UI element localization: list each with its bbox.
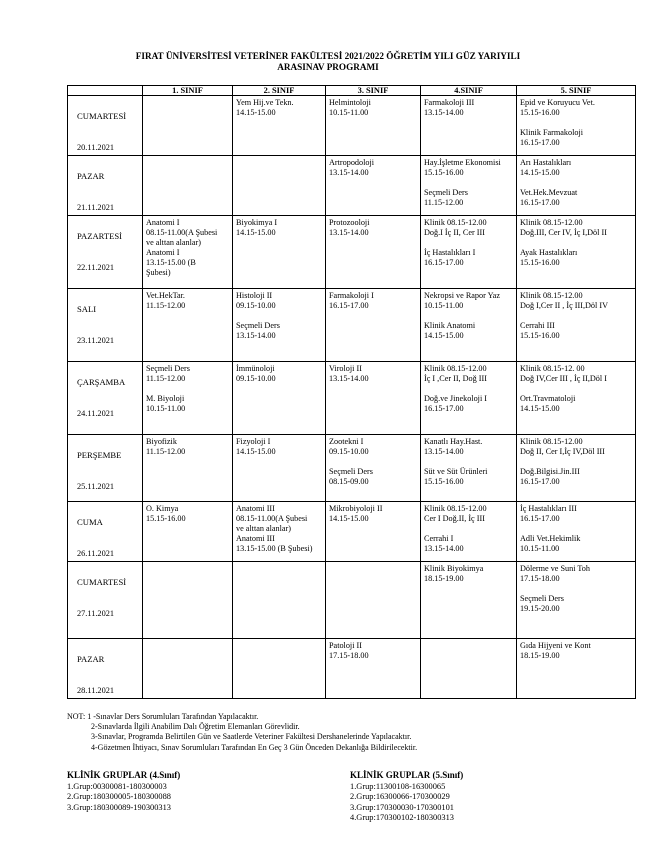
exam-entry: [520, 128, 632, 148]
course-name: Seçmeli Ders: [329, 467, 373, 476]
course-name: Patoloji II: [329, 641, 362, 650]
course-name: Klinik 08.15-12.00: [520, 437, 583, 446]
day-name: CUMARTESİ: [77, 111, 127, 121]
exam-cell: [143, 562, 233, 639]
exam-cell: [517, 156, 636, 216]
course-name: Zootekni I: [329, 437, 364, 446]
course-name: Fizyoloji I: [236, 437, 271, 446]
course-name: Doğ.ve Jinekoloji I: [424, 394, 487, 403]
course-name: Viroloji II: [329, 364, 362, 373]
exam-cell: [233, 502, 326, 562]
exam-detail: 11.15-12.00: [146, 301, 186, 310]
day-cell: [68, 362, 143, 435]
day-date: 26.11.2021: [77, 549, 115, 558]
exam-cell: [233, 639, 326, 699]
exam-entry: [520, 218, 632, 238]
course-name: Klinik Anatomi: [424, 321, 476, 330]
day-name: ÇARŞAMBA: [77, 377, 126, 387]
exam-entry: [424, 437, 513, 457]
course-name: Yem Hij.ve Tekn.: [236, 98, 294, 107]
exam-entry: [329, 218, 417, 238]
schedule-row: [68, 96, 636, 156]
exam-detail: 16.15-17.00: [520, 138, 560, 147]
group-item: 4.Grup:170300102-180300313: [350, 813, 454, 823]
group-item: 3.Grup:170300030-170300101: [350, 802, 454, 812]
schedule-row: [68, 289, 636, 362]
exam-cell: [326, 362, 421, 435]
day-date: 22.11.2021: [77, 263, 115, 272]
exam-cell: [233, 362, 326, 435]
exam-entry: [236, 364, 322, 384]
exam-cell: [233, 562, 326, 639]
entry-spacer: [424, 457, 513, 467]
exam-detail: 09.15-10.00: [329, 447, 369, 456]
entry-spacer: [520, 311, 632, 321]
header-cell-class-3: 3. SINIF: [326, 86, 421, 96]
title-line-1: FIRAT ÜNİVERSİTESİ VETERİNER FAKÜLTESİ 2021/2022 ÖĞRETİM YILI GÜZ YARIYILI: [135, 51, 521, 61]
header-cell-class-1: 1. SINIF: [143, 86, 233, 96]
exam-cell: [421, 562, 517, 639]
exam-entry: [424, 364, 513, 384]
exam-cell: [326, 502, 421, 562]
note-line: 3-Sınavlar, Programda Belirtilen Gün ve Saatlerde Veteriner Fakültesi Dershanelerinde Yapılacaktır.: [91, 732, 412, 742]
course-name: Seçmeli Ders: [236, 321, 280, 330]
day-cell: [68, 216, 143, 289]
course-name: Klinik 08.15-12.00: [424, 218, 487, 227]
course-name: Biyokimya I: [236, 218, 278, 227]
exam-detail: 16.15-17.00: [520, 514, 560, 523]
entry-spacer: [520, 178, 632, 188]
exam-entry: [424, 188, 513, 208]
exam-cell: [517, 502, 636, 562]
day-name: PERŞEMBE: [77, 450, 122, 460]
header-cell-day: [68, 86, 143, 96]
exam-cell: [326, 435, 421, 502]
exam-detail: 10.15-11.00: [146, 404, 186, 413]
entry-spacer: [146, 384, 229, 394]
exam-cell: [143, 289, 233, 362]
course-name: Adli Vet.Hekimlik: [520, 534, 581, 543]
course-name: Ayak Hastalıkları: [520, 248, 578, 257]
day-name: PAZAR: [77, 171, 105, 181]
course-name: Klinik 08.15-12. 00: [520, 364, 585, 373]
exam-cell: [143, 435, 233, 502]
day-cell: [68, 435, 143, 502]
exam-entry: [146, 437, 229, 457]
header-cell-class-5: 5. SINIF: [517, 86, 636, 96]
exam-detail: 14.15-15.00: [236, 447, 276, 456]
exam-detail: 13.15-15.00 (B: [146, 258, 196, 267]
exam-detail: 16.15-17.00: [520, 198, 560, 207]
day-cell: [68, 289, 143, 362]
course-name: Klinik 08.15-12.00: [520, 218, 583, 227]
course-name: İmmünoloji: [236, 364, 275, 373]
exam-detail: 14.15-15.00: [520, 168, 560, 177]
exam-cell: [143, 96, 233, 156]
exam-entry: [424, 504, 513, 524]
day-date: 25.11.2021: [77, 482, 115, 491]
exam-cell: [233, 156, 326, 216]
course-name: Artropodoloji: [329, 158, 375, 167]
entry-spacer: [520, 584, 632, 594]
day-cell: [68, 502, 143, 562]
exam-entry: [424, 218, 513, 238]
course-name: O. Kimya: [146, 504, 179, 513]
course-name: Klinik 08.15-12.00: [424, 504, 487, 513]
exam-detail: 10.15-11.00: [520, 544, 560, 553]
exam-entry: [520, 188, 632, 208]
exam-detail: Doğ IV,Cer III , İç II,Döl I: [520, 374, 607, 383]
clinical-groups-5: [350, 770, 463, 824]
exam-entry: [520, 504, 632, 524]
document-title: [0, 51, 656, 73]
exam-detail: 16.15-17.00: [424, 258, 464, 267]
course-name: Kanatlı Hay.Hast.: [424, 437, 483, 446]
course-name: Farmakoloji III: [424, 98, 475, 107]
course-name: Dölerme ve Suni Toh: [520, 564, 590, 573]
exam-entry: [146, 218, 229, 278]
exam-entry: [236, 218, 322, 238]
exam-cell: [517, 562, 636, 639]
exam-detail: Anatomi I: [146, 248, 180, 257]
exam-detail: İç I ,Cer II, Doğ III: [424, 374, 487, 383]
exam-cell: [233, 216, 326, 289]
clinical-groups-4: [67, 770, 180, 813]
course-name: Helmintoloji: [329, 98, 371, 107]
exam-detail: 08.15-11.00(A Şubesi: [236, 514, 308, 523]
group-item: 3.Grup:180300089-190300313: [67, 802, 171, 812]
day-cell: [68, 562, 143, 639]
exam-detail: Anatomi III: [236, 534, 275, 543]
exam-detail: 14.15-15.00: [236, 228, 276, 237]
course-name: Klinik 08.15-12.00: [424, 364, 487, 373]
clinical-groups-5-title: KLİNİK GRUPLAR (5.Sınıf): [350, 770, 464, 780]
exam-detail: 13.15-14.00: [424, 544, 464, 553]
exam-detail: 13.15-14.00: [424, 447, 464, 456]
title-line-2: ARASINAV PROGRAMI: [277, 62, 379, 72]
day-name: CUMA: [77, 517, 103, 527]
course-name: Histoloji II: [236, 291, 273, 300]
exam-detail: 08.15-11.00(A Şubesi: [146, 228, 218, 237]
header-cell-class-2: 2. SINIF: [233, 86, 326, 96]
exam-entry: [520, 321, 632, 341]
course-name: Seçmeli Ders: [424, 188, 468, 197]
exam-detail: 14.15-15.00: [329, 514, 369, 523]
group-item: 2.Grup:16300066-170300029: [350, 792, 450, 802]
notes-section: [67, 712, 417, 753]
exam-entry: [236, 437, 322, 457]
exam-cell: [326, 96, 421, 156]
schedule-row: [68, 216, 636, 289]
exam-detail: Doğ.III, Cer IV, İç I,Döl II: [520, 228, 607, 237]
exam-detail: Cer I Doğ.II, İç III: [424, 514, 485, 523]
note-line: 2-Sınavlarda İlgili Anabilim Dalı Öğretim Elemanları Görevlidir.: [91, 722, 300, 732]
exam-detail: 16.15-17.00: [329, 301, 369, 310]
exam-cell: [143, 362, 233, 435]
exam-cell: [421, 502, 517, 562]
exam-cell: [517, 362, 636, 435]
exam-detail: 11.15-12.00: [424, 198, 464, 207]
exam-detail: Doğ I,Cer II , İç III,Döl IV: [520, 301, 608, 310]
day-name: PAZAR: [77, 654, 105, 664]
exam-detail: 09.15-10.00: [236, 301, 276, 310]
exam-entry: [520, 534, 632, 554]
exam-entry: [329, 98, 417, 118]
exam-cell: [517, 289, 636, 362]
day-date: 27.11.2021: [77, 609, 115, 618]
exam-entry: [329, 467, 417, 487]
course-name: Hay.İşletme Ekonomisi: [424, 158, 501, 167]
exam-detail: 19.15-20.00: [520, 604, 560, 613]
course-name: Klinik Biyokimya: [424, 564, 484, 573]
schedule-row: [68, 502, 636, 562]
exam-entry: [520, 248, 632, 268]
exam-entry: [424, 248, 513, 268]
entry-spacer: [520, 524, 632, 534]
exam-entry: [424, 534, 513, 554]
exam-detail: 09.15-10.00: [236, 374, 276, 383]
exam-cell: [233, 435, 326, 502]
exam-cell: [143, 639, 233, 699]
exam-detail: Şubesi): [146, 268, 171, 277]
exam-entry: [329, 158, 417, 178]
exam-schedule-table: [67, 85, 636, 699]
group-item: 1.Grup:00300081-180300003: [67, 781, 167, 791]
course-name: Cerrahi III: [520, 321, 555, 330]
note-line: NOT: 1 -Sınavlar Ders Sorumluları Tarafından Yapılacaktır.: [67, 712, 259, 721]
exam-cell: [326, 562, 421, 639]
exam-detail: 18.15-19.00: [520, 651, 560, 660]
exam-detail: 14.15-15.00: [520, 404, 560, 413]
header-cell-class-4: 4.SINIF: [421, 86, 517, 96]
exam-entry: [329, 437, 417, 457]
exam-entry: [520, 437, 632, 457]
exam-detail: 11.15-12.00: [146, 447, 186, 456]
exam-entry: [424, 394, 513, 414]
entry-spacer: [329, 457, 417, 467]
exam-detail: 14.15-15.00: [236, 108, 276, 117]
exam-cell: [233, 96, 326, 156]
exam-entry: [146, 364, 229, 384]
exam-detail: 16.15-17.00: [424, 404, 464, 413]
exam-cell: [233, 289, 326, 362]
course-name: Doğ.Bilgisi.Jin.III: [520, 467, 580, 476]
schedule-row: [68, 435, 636, 502]
exam-cell: [421, 435, 517, 502]
schedule-row: [68, 156, 636, 216]
course-name: İç Hastalıkları III: [520, 504, 577, 513]
exam-detail: 15.15-16.00: [520, 331, 560, 340]
entry-spacer: [520, 118, 632, 128]
exam-detail: 13.15-14.00: [236, 331, 276, 340]
exam-detail: 08.15-09.00: [329, 477, 369, 486]
day-date: 20.11.2021: [77, 143, 115, 152]
exam-entry: [329, 364, 417, 384]
exam-entry: [520, 158, 632, 178]
exam-cell: [517, 435, 636, 502]
course-name: İç Hastalıkları I: [424, 248, 476, 257]
exam-detail: ve alttan alanlar): [146, 238, 202, 247]
entry-spacer: [424, 384, 513, 394]
exam-detail: Doğ II, Cer I,İç IV,Döl III: [520, 447, 605, 456]
entry-spacer: [520, 384, 632, 394]
exam-cell: [326, 639, 421, 699]
exam-entry: [520, 98, 632, 118]
day-name: PAZARTESİ: [77, 231, 123, 241]
day-cell: [68, 639, 143, 699]
exam-cell: [326, 216, 421, 289]
exam-detail: ve alttan alanlar): [236, 524, 292, 533]
exam-entry: [146, 291, 229, 311]
exam-entry: [424, 291, 513, 311]
exam-detail: 13.15-15.00 (B Şubesi): [236, 544, 313, 553]
day-date: 23.11.2021: [77, 336, 115, 345]
course-name: Cerrahi I: [424, 534, 454, 543]
exam-entry: [236, 98, 322, 118]
exam-cell: [326, 156, 421, 216]
day-cell: [68, 96, 143, 156]
course-name: Ort.Travmatoloji: [520, 394, 576, 403]
exam-detail: 13.15-14.00: [329, 168, 369, 177]
entry-spacer: [424, 178, 513, 188]
course-name: Farmakoloji I: [329, 291, 374, 300]
entry-spacer: [424, 238, 513, 248]
exam-entry: [236, 291, 322, 311]
exam-entry: [424, 98, 513, 118]
exam-entry: [329, 641, 417, 661]
exam-cell: [421, 96, 517, 156]
group-item: 1.Grup:11300108-16300065: [350, 781, 446, 791]
entry-spacer: [424, 524, 513, 534]
exam-entry: [424, 467, 513, 487]
course-name: Arı Hastalıkları: [520, 158, 572, 167]
course-name: Protozooloji: [329, 218, 370, 227]
exam-detail: 15.15-16.00: [520, 108, 560, 117]
exam-cell: [517, 639, 636, 699]
exam-detail: 11.15-12.00: [146, 374, 186, 383]
entry-spacer: [520, 238, 632, 248]
exam-entry: [520, 467, 632, 487]
exam-detail: Doğ.I İç II, Cer III: [424, 228, 485, 237]
schedule-row: [68, 362, 636, 435]
exam-entry: [424, 321, 513, 341]
exam-entry: [146, 504, 229, 524]
course-name: Biyofizik: [146, 437, 177, 446]
exam-detail: 13.15-14.00: [424, 108, 464, 117]
exam-detail: 15.15-16.00: [520, 258, 560, 267]
exam-entry: [329, 291, 417, 311]
exam-detail: 10.15-11.00: [424, 301, 464, 310]
exam-detail: 15.15-16.00: [424, 477, 464, 486]
day-cell: [68, 156, 143, 216]
day-date: 28.11.2021: [77, 686, 115, 695]
exam-entry: [520, 394, 632, 414]
course-name: Anatomi I: [146, 218, 180, 227]
day-date: 24.11.2021: [77, 409, 115, 418]
exam-entry: [520, 291, 632, 311]
exam-cell: [143, 156, 233, 216]
exam-detail: 17.15-18.00: [520, 574, 560, 583]
course-name: Klinik 08.15-12.00: [520, 291, 583, 300]
exam-entry: [146, 394, 229, 414]
exam-detail: 18.15-19.00: [424, 574, 464, 583]
exam-detail: 15.15-16.00: [146, 514, 186, 523]
entry-spacer: [520, 457, 632, 467]
course-name: Klinik Farmakoloji: [520, 128, 583, 137]
entry-spacer: [424, 311, 513, 321]
clinical-groups-4-title: KLİNİK GRUPLAR (4.Sınıf): [67, 770, 181, 780]
note-line: 4-Gözetmen İhtiyacı, Sınav Sorumluları Tarafından En Geç 3 Gün Önceden Dekanlığa Bildirilecektir.: [91, 742, 418, 752]
header-row: [68, 86, 636, 96]
day-name: CUMARTESİ: [77, 577, 127, 587]
exam-detail: 10.15-11.00: [329, 108, 369, 117]
group-item: 2.Grup:180300005-180300088: [67, 792, 171, 802]
exam-detail: 13.15-14.00: [329, 374, 369, 383]
exam-entry: [236, 504, 322, 554]
exam-entry: [424, 564, 513, 584]
exam-detail: 14.15-15.00: [424, 331, 464, 340]
exam-entry: [520, 364, 632, 384]
course-name: Seçmeli Ders: [520, 594, 564, 603]
exam-cell: [517, 96, 636, 156]
exam-entry: [520, 641, 632, 661]
course-name: Vet.HekTar.: [146, 291, 185, 300]
course-name: Vet.Hek.Mevzuat: [520, 188, 578, 197]
exam-cell: [517, 216, 636, 289]
exam-entry: [520, 564, 632, 584]
exam-detail: 16.15-17.00: [520, 477, 560, 486]
day-name: SALI: [77, 304, 97, 314]
exam-cell: [326, 289, 421, 362]
course-name: M. Biyoloji: [146, 394, 185, 403]
course-name: Mikrobiyoloji II: [329, 504, 383, 513]
course-name: Nekropsi ve Rapor Yaz: [424, 291, 500, 300]
exam-entry: [329, 504, 417, 524]
exam-detail: 13.15-14.00: [329, 228, 369, 237]
exam-cell: [421, 216, 517, 289]
course-name: Süt ve Süt Ürünleri: [424, 467, 488, 476]
exam-cell: [143, 502, 233, 562]
course-name: Anatomi III: [236, 504, 275, 513]
exam-entry: [236, 321, 322, 341]
exam-detail: 17.15-18.00: [329, 651, 369, 660]
course-name: Seçmeli Ders: [146, 364, 190, 373]
entry-spacer: [236, 311, 322, 321]
exam-cell: [421, 639, 517, 699]
schedule-row: [68, 562, 636, 639]
exam-entry: [520, 594, 632, 614]
exam-cell: [421, 362, 517, 435]
exam-cell: [421, 156, 517, 216]
exam-detail: 15.15-16.00: [424, 168, 464, 177]
course-name: Epid ve Koruyucu Vet.: [520, 98, 595, 107]
exam-entry: [424, 158, 513, 178]
exam-cell: [143, 216, 233, 289]
course-name: Gıda Hijyeni ve Kont: [520, 641, 591, 650]
exam-cell: [421, 289, 517, 362]
day-date: 21.11.2021: [77, 203, 115, 212]
schedule-row: [68, 639, 636, 699]
